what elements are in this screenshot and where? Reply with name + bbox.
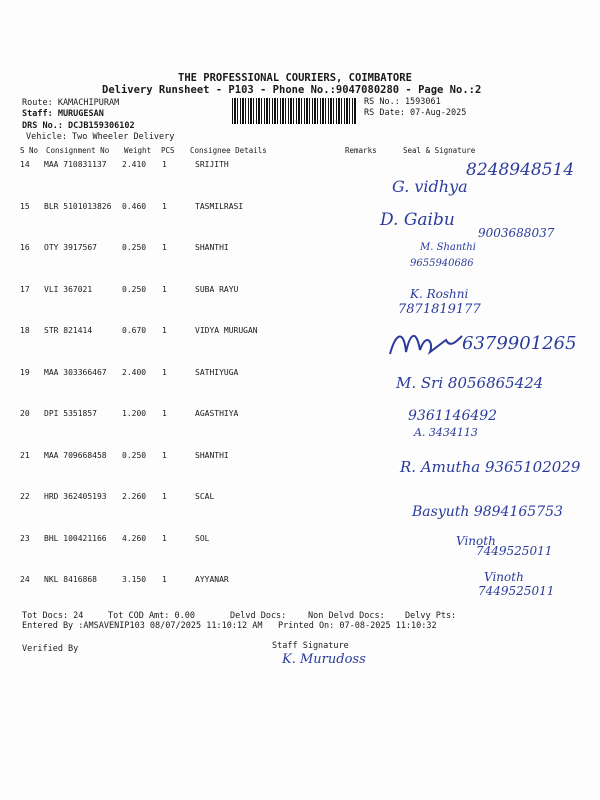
staff-signature: K. Murudoss bbox=[282, 652, 366, 667]
table-row bbox=[0, 285, 600, 297]
row-consignment: BHL 100421166 bbox=[44, 533, 107, 543]
barcode bbox=[232, 98, 356, 124]
row-sno: 17 bbox=[20, 284, 30, 294]
table-header bbox=[0, 146, 600, 158]
row-consignee: SUBA RAYU bbox=[195, 284, 239, 294]
hw-r24a: Vinoth bbox=[484, 570, 524, 584]
row-weight: 2.260 bbox=[122, 492, 147, 501]
row-weight: 0.250 bbox=[122, 284, 147, 294]
delvd-docs: Delvd Docs: bbox=[230, 611, 287, 621]
row-consignment: NKL 8416868 bbox=[44, 575, 97, 584]
row-weight: 0.250 bbox=[122, 450, 147, 460]
row-consignee: AYYANAR bbox=[195, 575, 229, 584]
table-row bbox=[0, 492, 600, 504]
route: Route: KAMACHIPURAM bbox=[22, 98, 120, 108]
col-consignee: Consignee Details bbox=[190, 146, 267, 155]
hw-r17b: 7871819177 bbox=[398, 302, 481, 317]
hw-r14a: 8248948514 bbox=[466, 160, 575, 180]
row-weight: 0.250 bbox=[122, 243, 147, 252]
row-sno: 21 bbox=[20, 450, 30, 460]
row-consignment: MAA 709668458 bbox=[44, 450, 107, 460]
hw-r16b: 9655940686 bbox=[410, 258, 474, 269]
vehicle: Vehicle: Two Wheeler Delivery bbox=[26, 132, 175, 142]
row-pcs: 1 bbox=[162, 243, 167, 252]
page-subtitle: Delivery Runsheet - P103 - Phone No.:9047080280 - Page No.:2 bbox=[102, 84, 482, 96]
row-pcs: 1 bbox=[162, 450, 167, 460]
row-weight: 1.200 bbox=[122, 409, 147, 418]
row-pcs: 1 bbox=[162, 533, 167, 543]
table-row bbox=[0, 202, 600, 214]
non-delvd-docs: Non Delvd Docs: bbox=[308, 611, 385, 621]
page-title: THE PROFESSIONAL COURIERS, COIMBATORE bbox=[178, 72, 412, 84]
row-consignee: SHANTHI bbox=[195, 450, 229, 460]
row-pcs: 1 bbox=[162, 160, 167, 169]
row-sno: 22 bbox=[20, 492, 30, 501]
row-pcs: 1 bbox=[162, 367, 167, 377]
row-weight: 0.460 bbox=[122, 201, 147, 211]
row-pcs: 1 bbox=[162, 284, 167, 294]
staff-signature-label: Staff Signature bbox=[272, 641, 349, 651]
rs-date: RS Date: 07-Aug-2025 bbox=[364, 108, 467, 118]
row-consignee: SOL bbox=[195, 533, 210, 543]
row-pcs: 1 bbox=[162, 201, 167, 211]
row-weight: 2.410 bbox=[122, 160, 147, 169]
row-consignee: SRIJITH bbox=[195, 160, 229, 169]
col-sno: S No bbox=[20, 146, 39, 155]
row-pcs: 1 bbox=[162, 326, 167, 335]
row-consignee: TASMILRASI bbox=[195, 201, 244, 211]
row-consignment: MAA 710831137 bbox=[44, 160, 107, 169]
tot-cod: Tot COD Amt: 0.00 bbox=[108, 611, 195, 621]
row-consignee: AGASTHIYA bbox=[195, 409, 239, 418]
row-consignment: OTY 3917567 bbox=[44, 243, 97, 252]
row-consignee: VIDYA MURUGAN bbox=[195, 326, 258, 335]
hw-r20b: A. 3434113 bbox=[414, 426, 478, 439]
verified-by: Verified By bbox=[22, 644, 79, 654]
row-sno: 19 bbox=[20, 367, 30, 377]
row-sno: 15 bbox=[20, 201, 30, 211]
row-consignment: MAA 303366467 bbox=[44, 367, 107, 377]
entered-by: Entered By :AMSAVENIP103 08/07/2025 11:10:12 AM bbox=[22, 621, 263, 631]
row-weight: 3.150 bbox=[122, 575, 147, 584]
row-consignment: DPI 5351857 bbox=[44, 409, 97, 418]
hw-r15a: D. Gaibu bbox=[380, 210, 455, 230]
row-consignee: SHANTHI bbox=[195, 243, 229, 252]
col-consignment: Consignment No bbox=[46, 146, 110, 155]
hw-r24b: 7449525011 bbox=[478, 584, 555, 598]
hw-r20a: 9361146492 bbox=[408, 408, 498, 424]
col-signature: Seal & Signature bbox=[403, 146, 476, 155]
row-sno: 18 bbox=[20, 326, 30, 335]
hw-r16a: M. Shanthi bbox=[420, 242, 476, 253]
row-weight: 2.400 bbox=[122, 367, 147, 377]
row-sno: 24 bbox=[20, 575, 30, 584]
hw-r21: R. Amutha 9365102029 bbox=[400, 458, 581, 476]
printed-on: Printed On: 07-08-2025 11:10:32 bbox=[278, 621, 437, 631]
row-sno: 20 bbox=[20, 409, 30, 418]
delvy-pts: Delvy Pts: bbox=[405, 611, 457, 621]
signature-r18-icon bbox=[386, 322, 466, 362]
hw-r23a: Vinoth bbox=[456, 534, 496, 548]
hw-r19: M. Sri 8056865424 bbox=[396, 374, 544, 392]
row-pcs: 1 bbox=[162, 575, 167, 584]
col-weight: Weight bbox=[124, 146, 152, 155]
hw-r17a: K. Roshni bbox=[410, 287, 469, 301]
hw-r22: Basyuth 9894165753 bbox=[412, 504, 563, 520]
tot-docs: Tot Docs: 24 bbox=[22, 611, 84, 621]
row-sno: 23 bbox=[20, 533, 30, 543]
hw-r14b: G. vidhya bbox=[392, 177, 468, 196]
row-sno: 16 bbox=[20, 243, 30, 252]
row-weight: 4.260 bbox=[122, 533, 147, 543]
row-consignment: STR 821414 bbox=[44, 326, 93, 335]
drs-number: DRS No.: DCJB159306102 bbox=[22, 121, 135, 131]
col-remarks: Remarks bbox=[345, 146, 377, 155]
hw-r18: 6379901265 bbox=[462, 333, 577, 354]
hw-r23b: 7449525011 bbox=[476, 544, 553, 558]
col-pcs: PCS bbox=[161, 146, 175, 155]
row-pcs: 1 bbox=[162, 492, 167, 501]
row-weight: 0.670 bbox=[122, 326, 147, 335]
table-row bbox=[0, 243, 600, 255]
row-consignment: VLI 367021 bbox=[44, 284, 93, 294]
row-pcs: 1 bbox=[162, 409, 167, 418]
table-row bbox=[0, 409, 600, 421]
rs-number: RS No.: 1593061 bbox=[364, 97, 441, 107]
row-consignee: SATHIYUGA bbox=[195, 367, 239, 377]
staff: Staff: MURUGESAN bbox=[22, 109, 104, 119]
hw-r15b: 9003688037 bbox=[478, 226, 555, 240]
row-consignment: HRD 362405193 bbox=[44, 492, 107, 501]
row-consignment: BLR 5101013826 bbox=[44, 201, 112, 211]
row-sno: 14 bbox=[20, 160, 30, 169]
row-consignee: SCAL bbox=[195, 492, 215, 501]
